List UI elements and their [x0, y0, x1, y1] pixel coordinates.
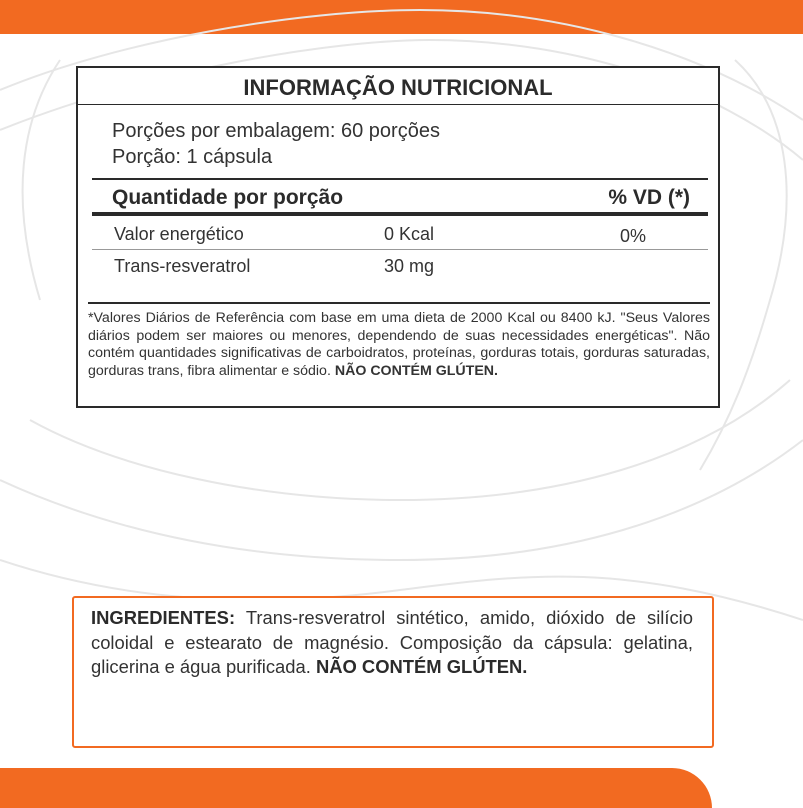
bottom-orange-bar: [0, 768, 712, 808]
ingredients-box: [72, 596, 714, 748]
nutrient-amount: 30 mg: [384, 256, 435, 276]
nutrition-title: INFORMAÇÃO NUTRICIONAL: [78, 68, 718, 105]
footnote-text: *Valores Diários de Referência com base em uma dieta de 2000 Kcal ou 8400 kJ. "Seus Valores diários podem ser maiores ou menores, dependendo de suas necessidades energéticas". Não contém quantidades significativas de carboidratos, proteínas, gorduras totais, gorduras saturadas, gorduras trans, fibra alimentar e sódio.: [88, 310, 710, 379]
gluten-free-note: NÃO CONTÉM GLÚTEN.: [334, 362, 498, 379]
servings-per-package: Porções por embalagem: 60 porções: [112, 120, 440, 142]
table-row: [92, 250, 708, 282]
nutrient-amount: 0 Kcal: [384, 224, 435, 244]
daily-values-footnote: [88, 302, 710, 380]
ingredients-list: Trans-resveratrol sintético, amido, dióxido de silício coloidal e estearato de magnésio. Composição da cápsula: gelatina, glicerina e água purificada.: [91, 607, 693, 677]
table-row: [92, 218, 708, 250]
ingredients-gluten-note: NÃO CONTÉM GLÚTEN.: [315, 656, 528, 677]
daily-value-label: % VD (*): [608, 186, 690, 209]
nutrient-name: Valor energético: [114, 224, 244, 244]
nutrient-vd: 0%: [620, 226, 647, 246]
quantity-header: [92, 178, 708, 216]
ingredients-label: INGREDIENTES:: [91, 607, 236, 628]
quantity-per-serving-label: Quantidade por porção: [112, 186, 344, 209]
nutrition-facts-table: [76, 66, 720, 408]
serving-size: Porção: 1 cápsula: [112, 146, 273, 168]
nutrient-name: Trans-resveratrol: [114, 256, 251, 276]
ingredients-text: [91, 606, 693, 680]
